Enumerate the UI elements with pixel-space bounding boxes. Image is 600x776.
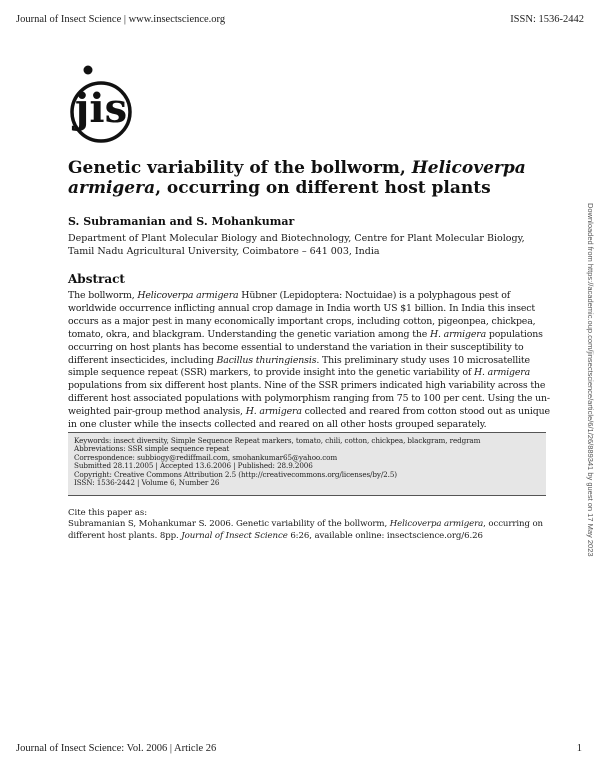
copyright: Copyright: Creative Commons Attribution 2.5 (http://creativecommons.org/licenses/by/2.5) <box>74 469 397 479</box>
download-notice: Downloaded from https://academic.oup.com/jinsectscience/article/6/1/26/889341 by guest on 17 May 2023 <box>586 203 595 557</box>
logo-text: jis <box>74 85 128 132</box>
journal-logo <box>66 62 136 144</box>
citation-label: Cite this paper as: <box>68 508 148 518</box>
footer-journal: Journal of Insect Science: Vol. 2006 | Article 26 <box>16 743 217 754</box>
author-affiliation: Department of Plant Molecular Biology and Biotechnology, Centre for Plant Molecular Biology, Tamil Nadu Agricultural University, Coimbatore – 641 003, India <box>68 233 525 257</box>
article-authors: S. Subramanian and S. Mohankumar <box>68 215 295 228</box>
page-number: 1 <box>576 743 582 754</box>
citation-text: Subramanian S, Mohankumar S. 2006. Genetic variability of the bollworm, Helicoverpa armigera, occurring on different host plants. 8pp. Journal of Insect Science 6:26, available online: insectscience.org/6.26 <box>68 519 543 541</box>
issn-volume: ISSN: 1536-2442 | Volume 6, Number 26 <box>74 478 220 488</box>
article-metadata-box <box>68 432 546 496</box>
abstract-heading: Abstract <box>68 272 125 286</box>
keywords: Keywords: insect diversity, Simple Sequence Repeat markers, tomato, chili, cotton, chickpea, blackgram, redgram <box>74 436 481 445</box>
running-header-journal: Journal of Insect Science | www.insectscience.org <box>16 14 226 25</box>
abstract-text: The bollworm, Helicoverpa armigera Hübner (Lepidoptera: Noctuidae) is a polyphagous pest of worldwide occurrence inflicting annual crop damage in India worth US $1 billion. In India this insect occurs as a major pest in many economically important crops, including cotton, pigeonpea, chickpea, tomato, okra, and blackgram. Understanding the genetic variation among the H. armigera populations occurring on host plants has become essential to understand the variation in their susceptibility to different insecticides, including Bacillus thuringiensis. This preliminary study uses 10 microsatellite simple sequence repeat (SSR) markers, to provide insight into the genetic variability of H. armigera populations from six different host plants. Nine of the SSR primers indicated high variability across the different host associated populations with polymorphism ranging from 75 to 100 per cent. Using the un-weighted pair-group method analysis, H. armigera collected and reared from cotton stood out as unique in one cluster while the insects collected and reared on all other hosts grouped separately. <box>68 290 550 431</box>
article-title: Genetic variability of the bollworm, Helicoverpa armigera, occurring on different host plants <box>68 158 526 198</box>
abbreviations: Abbreviations: SSR simple sequence repeat <box>74 444 230 454</box>
publication-dates: Submitted 28.11.2005 | Accepted 13.6.2006 | Published: 28.9.2006 <box>74 461 313 471</box>
correspondence: Correspondence: subbiogy@rediffmail.com, smohankumar65@yahoo.com <box>74 452 338 462</box>
running-header-issn: ISSN: 1536-2442 <box>510 14 584 25</box>
